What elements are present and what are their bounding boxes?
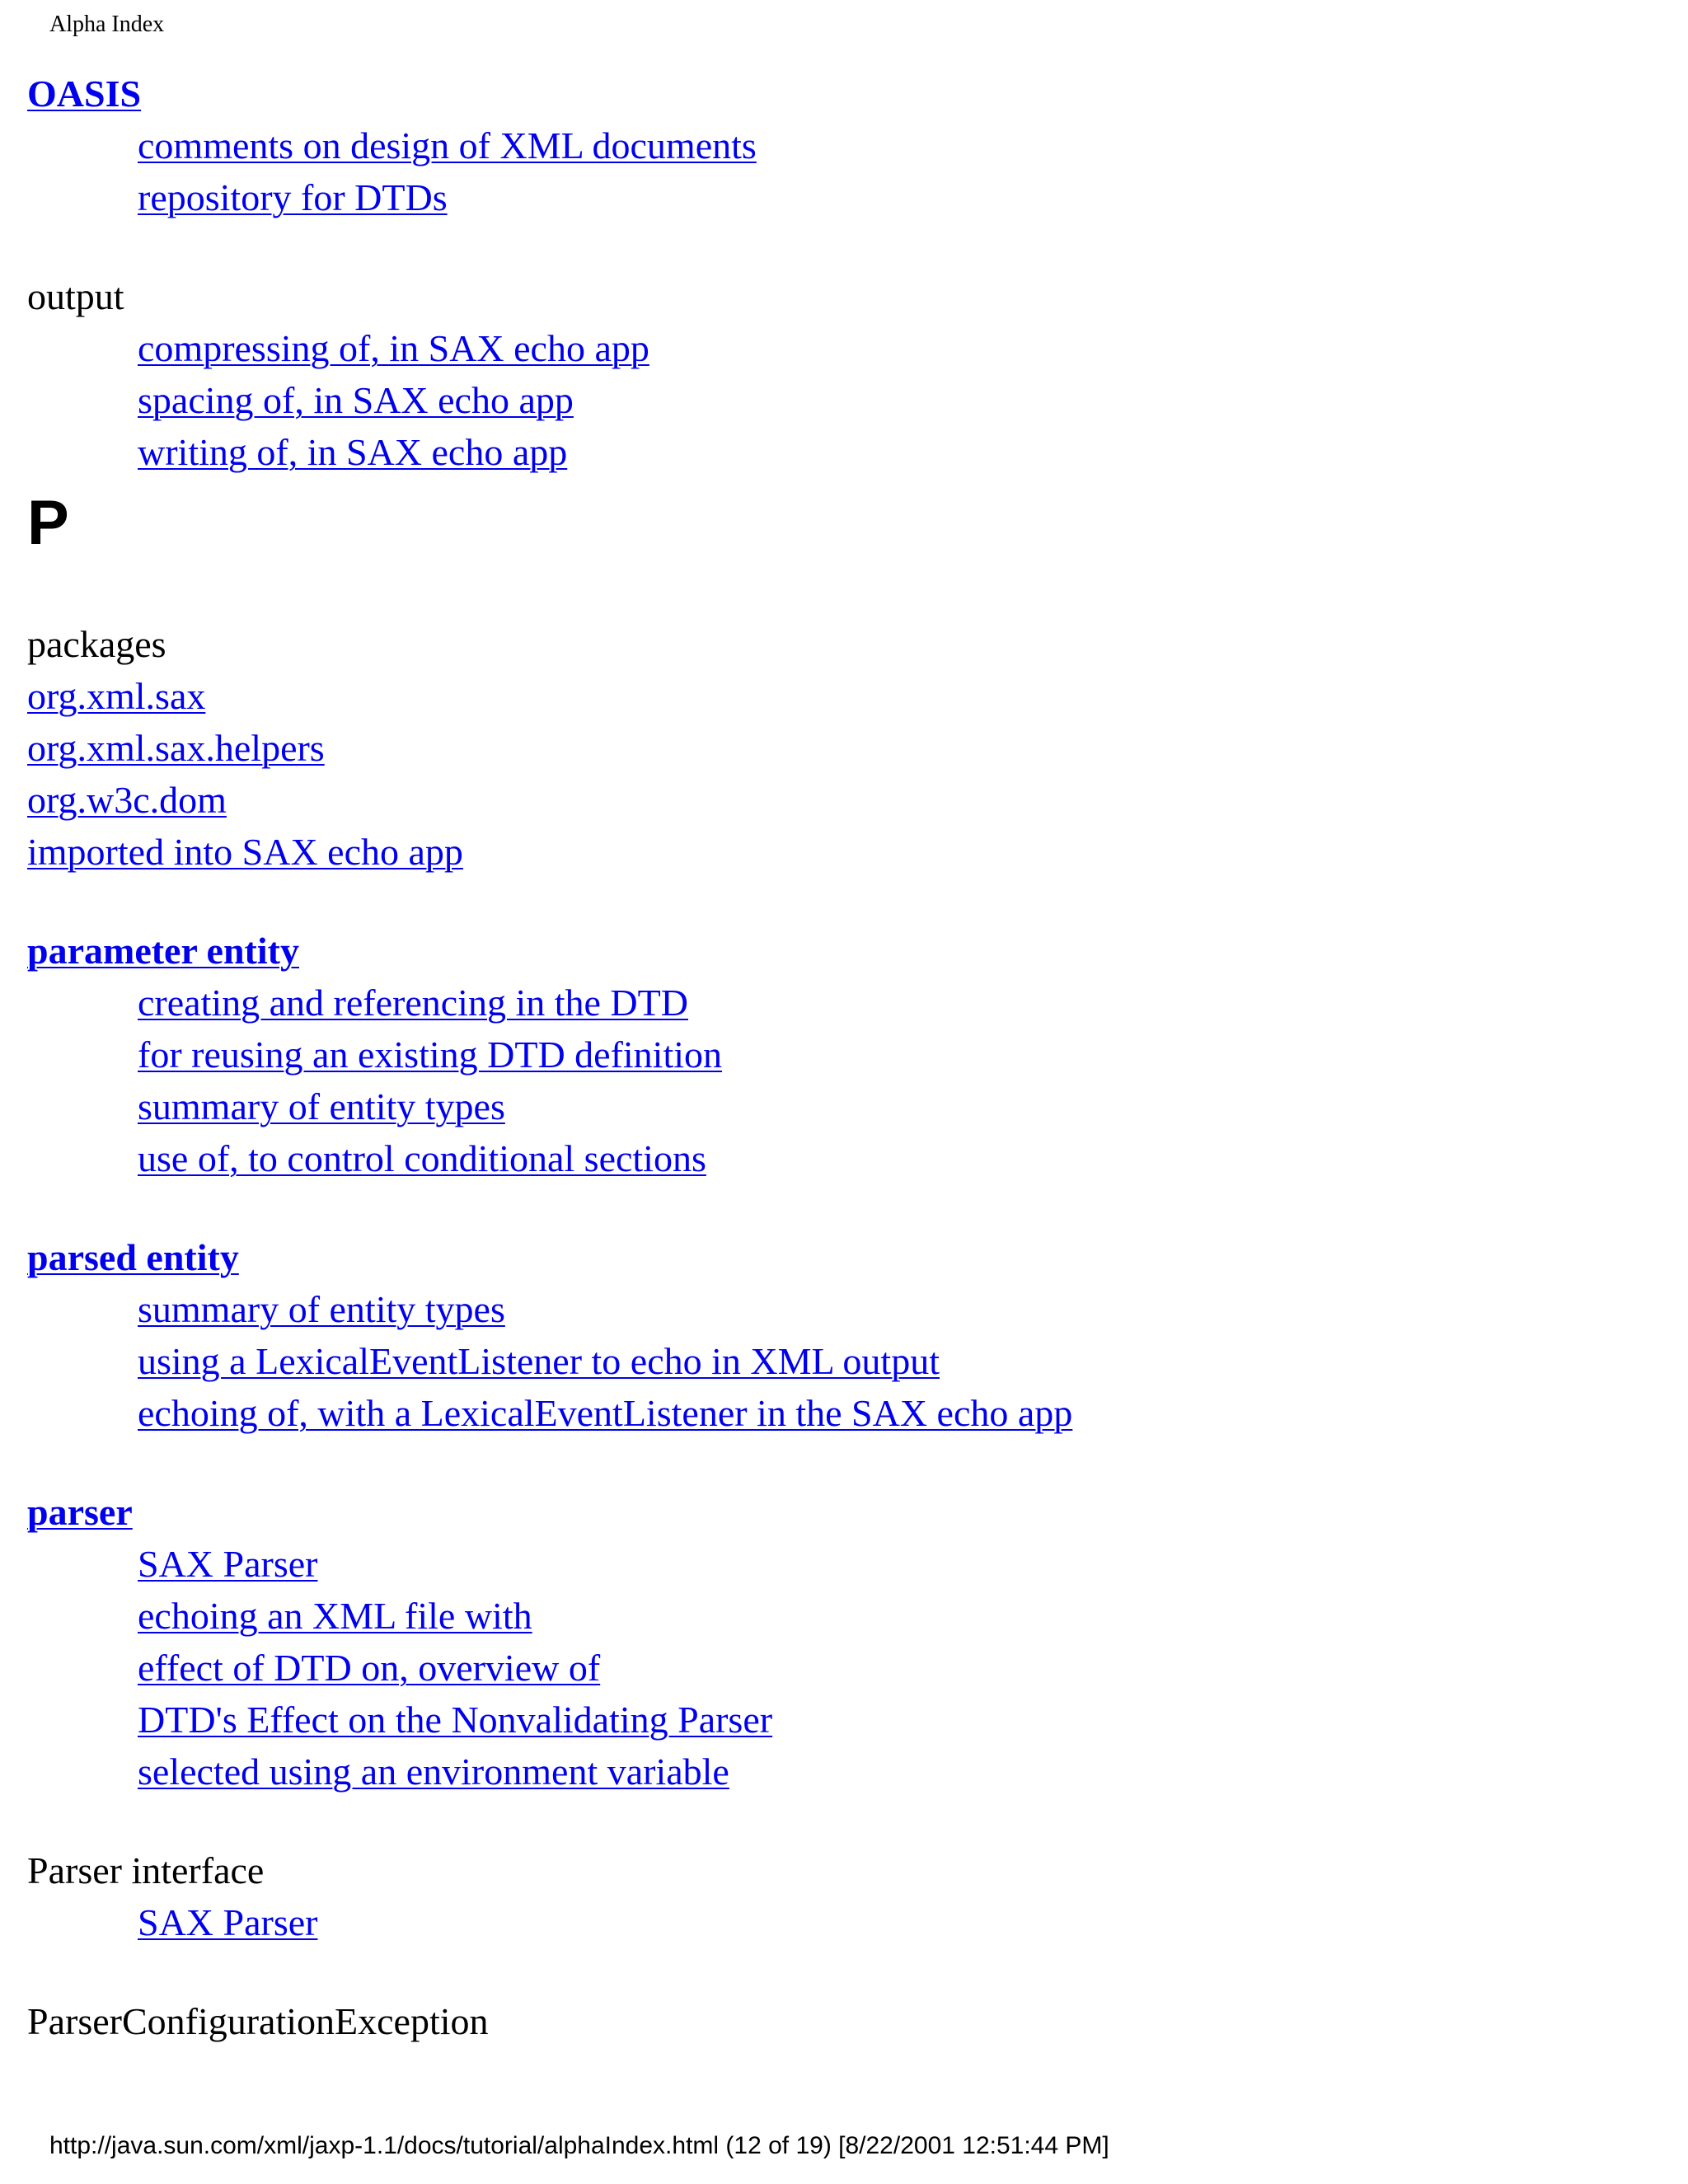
index-link-oasis-comments-on-design[interactable]: comments on design of XML documents — [138, 124, 757, 166]
index-link-parser-sax-parser[interactable]: SAX Parser — [138, 1543, 318, 1585]
page-header: Alpha Index — [49, 12, 165, 37]
page-footer-url: http://java.sun.com/xml/jaxp-1.1/docs/tutorial/alphaIndex.html (12 of 19) [8/22/2001 12:51:44 PM] — [49, 2132, 1109, 2159]
index-link-packages-org-xml-sax-helpers[interactable]: org.xml.sax.helpers — [27, 727, 325, 769]
index-term-parser-interface: Parser interface — [27, 1849, 265, 1891]
index-term-oasis — [27, 68, 1655, 120]
index-link-parameter-entity-summary[interactable]: summary of entity types — [138, 1085, 505, 1127]
index-link-packages-imported-into-sax-echo[interactable]: imported into SAX echo app — [27, 831, 463, 873]
index-subentries-oasis — [138, 120, 1655, 223]
index-subentries-parser-interface — [138, 1896, 1655, 1948]
index-link-oasis[interactable]: OASIS — [27, 73, 142, 115]
index-term-output: output — [27, 275, 124, 317]
index-subentries-parser — [138, 1538, 1655, 1797]
section-letter-p: P — [27, 488, 69, 558]
index-link-parameter-entity-conditional[interactable]: use of, to control conditional sections — [138, 1137, 706, 1179]
index-term-packages: packages — [27, 623, 166, 665]
index-link-parsed-entity-lexical-listener[interactable]: using a LexicalEventListener to echo in XML output — [138, 1340, 940, 1382]
index-link-output-writing[interactable]: writing of, in SAX echo app — [138, 431, 568, 473]
index-link-parameter-entity[interactable]: parameter entity — [27, 930, 299, 972]
index-subentries-parameter-entity — [138, 977, 1655, 1184]
index-term-parser — [27, 1486, 1655, 1538]
index-link-parser-dtd-effect-nonvalidating[interactable]: DTD's Effect on the Nonvalidating Parser — [138, 1699, 773, 1741]
index-link-oasis-repository-for-dtds[interactable]: repository for DTDs — [138, 176, 448, 218]
index-link-output-spacing[interactable]: spacing of, in SAX echo app — [138, 379, 574, 421]
index-term-parsed-entity — [27, 1231, 1655, 1283]
index-link-packages-org-xml-sax[interactable]: org.xml.sax — [27, 675, 206, 717]
index-link-parsed-entity-summary[interactable]: summary of entity types — [138, 1288, 505, 1330]
index-term-parser-configuration-exception: ParserConfigurationException — [27, 2000, 489, 2042]
index-subentries-packages — [27, 670, 1655, 878]
index-subentries-output — [138, 322, 1655, 478]
index-link-output-compressing[interactable]: compressing of, in SAX echo app — [138, 327, 649, 369]
index-link-parser-echoing-xml-file[interactable]: echoing an XML file with — [138, 1595, 532, 1637]
index-link-packages-org-w3c-dom[interactable]: org.w3c.dom — [27, 779, 227, 821]
index-term-parameter-entity — [27, 925, 1655, 977]
alpha-index-body — [27, 68, 1655, 2047]
index-link-parser[interactable]: parser — [27, 1491, 133, 1533]
index-subentries-parsed-entity — [138, 1283, 1655, 1439]
index-link-parsed-entity[interactable]: parsed entity — [27, 1236, 239, 1278]
index-link-parsed-entity-echoing[interactable]: echoing of, with a LexicalEventListener in the SAX echo app — [138, 1392, 1073, 1434]
index-link-parameter-entity-reusing[interactable]: for reusing an existing DTD definition — [138, 1033, 723, 1076]
index-link-parser-effect-of-dtd[interactable]: effect of DTD on, overview of — [138, 1647, 601, 1689]
index-link-parser-environment-variable[interactable]: selected using an environment variable — [138, 1750, 729, 1793]
index-link-parameter-entity-creating[interactable]: creating and referencing in the DTD — [138, 982, 688, 1024]
index-link-parser-interface-sax-parser[interactable]: SAX Parser — [138, 1901, 318, 1943]
